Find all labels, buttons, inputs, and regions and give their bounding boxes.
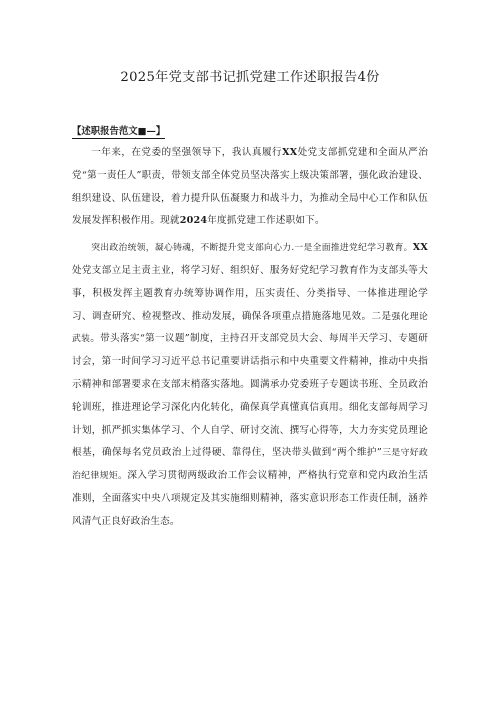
document-title: 2025年党支部书记抓党建工作述职报告4份 (120, 70, 380, 85)
section-label: 【述职报告范文■—】 (72, 123, 165, 139)
intro-text-1: 一年来，在党委的坚强领导下，我认真履行 (91, 147, 283, 158)
intro-placeholder-xx: XX (282, 147, 298, 158)
political-text-1: 处党支部立足主责主业，将学习好、组织好、服务好党纪学习教育作为支部头等大事，积极发挥主题教育办统筹协调作用，压实责任、分类指导、一体推进理论学习、调查研究、检视整改、推动发展，确保各项重点措施落地见效。二是 (72, 264, 428, 322)
political-subheading-3: 三是守好政治纪律规矩。 (72, 448, 428, 482)
political-text-3: 深入学习贯彻两级政治工作会议精神，严格执行党章和党内政治生活准则，全面落实中央八项规定及其实施细则精神，落实意识形态工作责任制，涵养风清气正良好政治生态。 (72, 470, 428, 527)
paragraph-intro (72, 142, 428, 233)
document-body (72, 142, 428, 534)
paragraph-political (72, 237, 428, 533)
political-subheading-2: 强化理论武装 (72, 311, 428, 345)
intro-text-3: 年度抓党建工作述职如下。 (207, 215, 325, 227)
intro-year: 2024 (179, 215, 208, 227)
political-placeholder-xx: XX (412, 242, 428, 254)
intro-text-2: 处党支部抓党建和全面从严治党“第一责任人”职责，带领支部全体党员坚决落实上级决策部署，强化政治建设、组织建设、队伍建设，着力提升队伍凝聚力和战斗力，为推动全局中心工作和队伍发展发挥积极作用。现就 (72, 147, 428, 227)
political-text-2: 。带头落实“第一议题”制度，主持召开支部党员大会、每周半天学习、专题研讨会，第一时间学习习近平总书记重要讲话指示和中央重要文件精神，推动中央指示精神和部署要求在支部末梢落实落地。圆满承办党委班子专题读书班、全员政治轮训班，推进理论学习深化内化转化，确保真学真懂真信真用。细化支部每周学习计划，抓严抓实集体学习、个人自学、研讨交流、撰写心得等，大力夯实党员理论根基，确保每名党员政治上过得硬、靠得住，坚决带头做到“两个维护” (72, 333, 428, 459)
political-heading: 突出政治统领，凝心铸魂，不断提升党支部向心力.一是全面推进党纪学习教育。 (91, 243, 413, 254)
